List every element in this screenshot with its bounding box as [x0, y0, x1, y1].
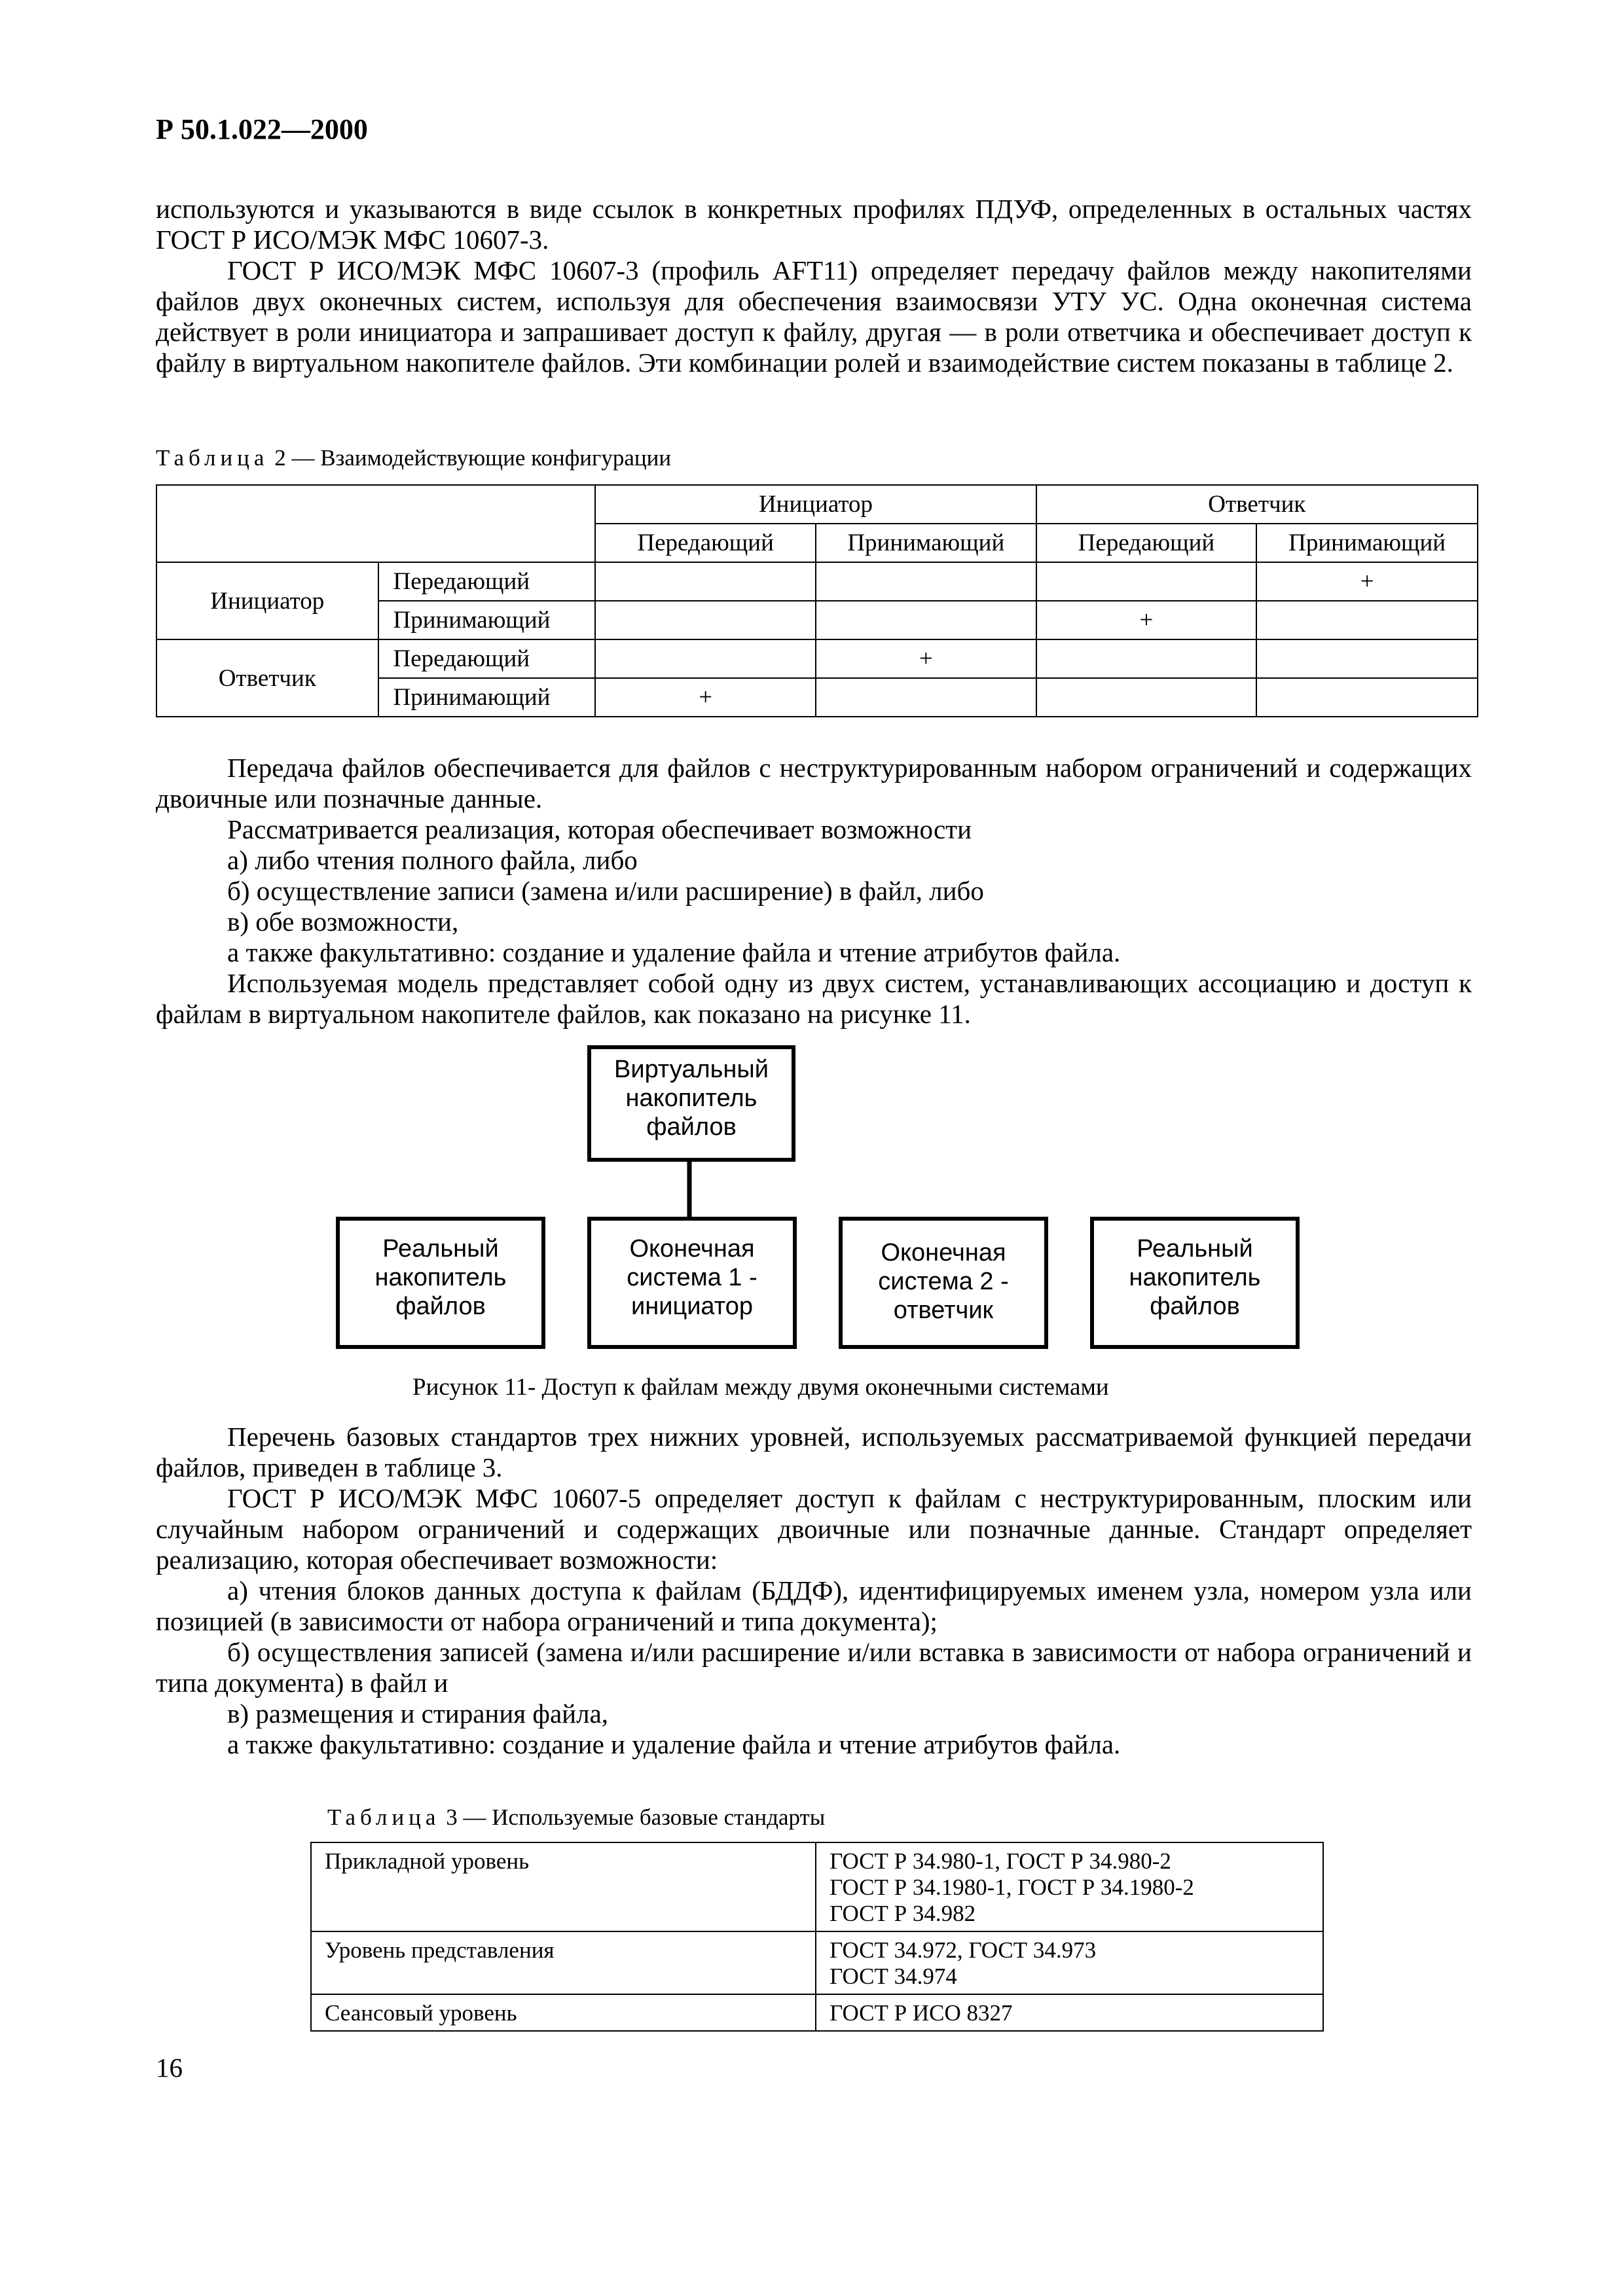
diagram-label: Виртуальный — [614, 1056, 769, 1083]
table-cell: + — [1256, 562, 1478, 601]
paragraph: а также факультативно: создание и удаление файла и чтение атрибутов файла. — [227, 1729, 1121, 1759]
col-group-header: Ответчик — [1036, 485, 1478, 524]
figure-caption: Рисунок 11- Доступ к файлам между двумя оконечными системами — [412, 1374, 1109, 1401]
diagram-label: файлов — [1150, 1293, 1240, 1320]
diagram-label: система 2 - — [878, 1268, 1009, 1295]
standard-line: ГОСТ 34.974 — [830, 1964, 957, 1989]
col-sub-header: Принимающий — [816, 524, 1036, 562]
list-item: в) размещения и стирания файла, — [227, 1698, 609, 1729]
paragraph: а также факультативно: создание и удаление файла и чтение атрибутов файла. — [227, 937, 1121, 967]
paragraph: ГОСТ Р ИСО/МЭК МФС 10607-5 определяет доступ к файлам с неструктурированным, плоским или случайным набором ограничений и содержащих двоичные или позначные данные. Стандарт определяет реализацию, которая обеспечивает возможности: — [156, 1483, 1472, 1575]
row-sub-header: Принимающий — [378, 678, 596, 717]
document-code: Р 50.1.022—2000 — [156, 113, 368, 145]
standards-cell — [816, 1994, 1323, 2031]
diagram-label: инициатор — [631, 1293, 753, 1320]
row-group-header: Инициатор — [156, 562, 378, 639]
diagram-label: накопитель — [1129, 1264, 1261, 1291]
row-sub-header: Принимающий — [378, 601, 596, 639]
paragraph: ГОСТ Р ИСО/МЭК МФС 10607-3 (профиль AFT11) определяет передачу файлов между накопителями файлов двух оконечных систем, используя для обеспечения взаимосвязи УТУ УС. Одна оконечная система действует в роли инициатора и запрашивает доступ к файлу, другая — в роли ответчика и обеспечивает доступ к файлу в виртуальном накопителе файлов. Эти комбинации ролей и взаимодействие систем показаны в таблице 2. — [156, 255, 1472, 378]
diagram-label: файлов — [395, 1293, 486, 1320]
list-item: а) либо чтения полного файла, либо — [227, 845, 638, 875]
diagram-label: система 1 - — [627, 1264, 757, 1291]
col-sub-header: Принимающий — [1256, 524, 1478, 562]
diagram-label: Реальный — [1137, 1235, 1253, 1263]
diagram-label: ответчик — [893, 1297, 994, 1324]
diagram-label: файлов — [646, 1113, 737, 1141]
standards-cell — [816, 1842, 1323, 1931]
bottom-text — [156, 1422, 1472, 1760]
table-row — [311, 1842, 1323, 1931]
row-sub-header: Передающий — [378, 639, 596, 678]
diagram-box-real-store-2 — [1092, 1219, 1298, 1347]
table-row — [311, 1994, 1323, 2031]
col-sub-header: Передающий — [595, 524, 816, 562]
table-cell: + — [816, 639, 1036, 678]
diagram-label: Оконечная — [881, 1239, 1006, 1266]
level-cell: Сеансовый уровень — [311, 1994, 816, 2031]
diagram-label: Оконечная — [629, 1235, 755, 1263]
standard-line: ГОСТ Р 34.980-1, ГОСТ Р 34.980-2 — [830, 1848, 1171, 1874]
diagram-box-end-system-1 — [589, 1219, 795, 1347]
table3-caption: Таблица 3 — Используемые базовые стандарты — [327, 1804, 826, 1830]
paragraph: Перечень базовых стандартов трех нижних уровней, используемых рассматриваемой функцией передачи файлов, приведен в таблице 3. — [156, 1422, 1472, 1482]
row-sub-header: Передающий — [378, 562, 596, 601]
diagram-label: накопитель — [625, 1085, 757, 1112]
diagram-box-virtual-store — [589, 1047, 793, 1160]
paragraph: Передача файлов обеспечивается для файлов с неструктурированным набором ограничений и содержащих двоичные или позначные данные. — [156, 753, 1472, 814]
diagram-label: Реальный — [382, 1235, 499, 1263]
table-row — [311, 1931, 1323, 1994]
standard-line: ГОСТ Р ИСО 8327 — [830, 2000, 1013, 2026]
table2-caption: Таблица 2 — Взаимодействующие конфигурации — [156, 445, 672, 471]
table-cell: + — [1036, 601, 1257, 639]
list-item: а) чтения блоков данных доступа к файлам (БДДФ), идентифицируемых именем узла, номером узла или позицией (в зависимости от набора ограничений и типа документа); — [156, 1575, 1472, 1636]
row-group-header: Ответчик — [156, 639, 378, 717]
diagram-box-end-system-2 — [841, 1219, 1046, 1347]
paragraph: Используемая модель представляет собой одну из двух систем, устанавливающих ассоциацию и доступ к файлам в виртуальном накопителе файлов, как показано на рисунке 11. — [156, 968, 1472, 1029]
list-item: б) осуществления записей (замена и/или расширение и/или вставка в зависимости от набора ограничений и типа документа) в файл и — [156, 1637, 1472, 1698]
table-base-standards — [310, 1842, 1324, 2032]
level-cell: Прикладной уровень — [311, 1842, 816, 1931]
list-item: б) осуществление записи (замена и/или расширение) в файл, либо — [227, 876, 984, 906]
paragraph: Рассматривается реализация, которая обеспечивает возможности — [227, 814, 972, 844]
standard-line: ГОСТ 34.972, ГОСТ 34.973 — [830, 1937, 1097, 1963]
standard-line: ГОСТ Р 34.1980-1, ГОСТ Р 34.1980-2 — [830, 1874, 1194, 1900]
standard-line: ГОСТ Р 34.982 — [830, 1901, 976, 1926]
table-cell: + — [595, 678, 816, 717]
col-group-header: Инициатор — [595, 485, 1036, 524]
page-number: 16 — [156, 2053, 183, 2083]
col-sub-header: Передающий — [1036, 524, 1257, 562]
paragraph: используются и указываются в виде ссылок в конкретных профилях ПДУФ, определенных в остальных частях ГОСТ Р ИСО/МЭК МФС 10607-3. — [156, 194, 1472, 255]
standards-cell — [816, 1931, 1323, 1994]
level-cell: Уровень представления — [311, 1931, 816, 1994]
diagram-box-real-store-1 — [338, 1219, 543, 1347]
diagram-label: накопитель — [374, 1264, 507, 1291]
list-item: в) обе возможности, — [227, 906, 459, 937]
